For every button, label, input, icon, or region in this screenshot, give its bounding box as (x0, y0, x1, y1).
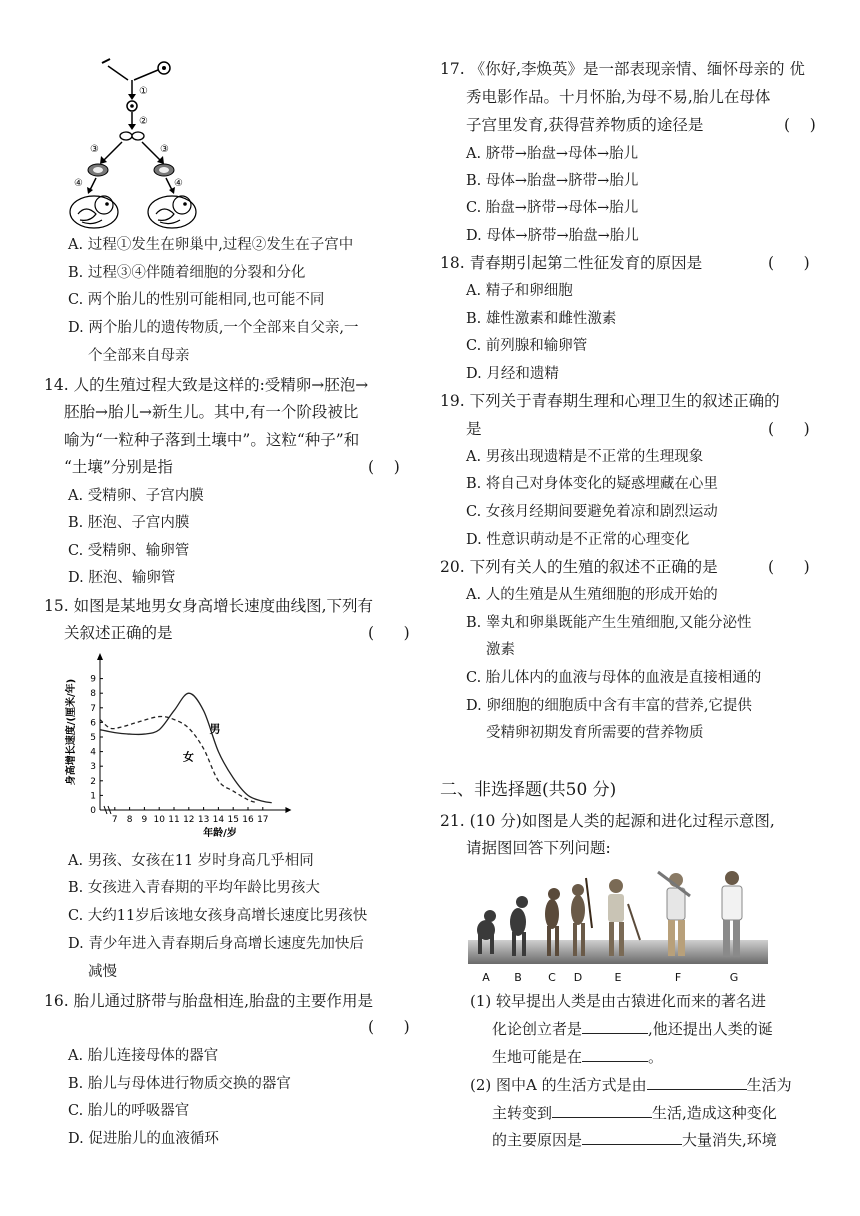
q15-option-a: A. 男孩、女孩在11 岁时身高几乎相同 (68, 853, 314, 869)
figure-label-b: B (514, 971, 522, 984)
chart-y-tick-label: 3 (90, 762, 96, 773)
chart-x-tick-label: 16 (242, 815, 254, 825)
answer-blank-former-life[interactable] (647, 1073, 747, 1090)
fetus-left-icon (70, 196, 118, 228)
chart-x-tick-label: 13 (197, 815, 210, 825)
step-3-label-right: ③ (160, 144, 169, 155)
step-4-label-right: ④ (174, 178, 183, 189)
q17-option-b: B. 母体→胎盘→脐带→胎儿 (466, 173, 639, 189)
q15-option-b: B. 女孩进入青春期的平均年龄比男孩大 (68, 880, 320, 896)
q20-option-c: C. 胎儿体内的血液与母体的血液是直接相通的 (466, 670, 762, 686)
series-line-female (100, 716, 257, 802)
q18-option-a: A. 精子和卵细胞 (466, 283, 573, 299)
q21-sub2-line2 (492, 1101, 777, 1124)
q21-sub2-line1 (470, 1073, 792, 1096)
q14-stem-1: 14. 人的生殖过程大致是这样的:受精卵→胚泡→ (44, 376, 369, 394)
step-2-label: ② (139, 116, 148, 127)
answer-blank-darwin[interactable] (582, 1017, 648, 1034)
chart-y-tick-label: 8 (90, 689, 96, 700)
q18-option-d: D. 月经和遗精 (466, 366, 559, 382)
q13-option-a: A. 过程①发生在卵巢中,过程②发生在子宫中 (68, 237, 354, 253)
q20-option-d: D. 卵细胞的细胞质中含有丰富的营养,它提供 (466, 698, 752, 714)
chart-x-tick-label: 9 (141, 815, 148, 825)
q17-stem-2: 秀电影作品。十月怀胎,为母不易,胎儿在母体 (466, 88, 771, 106)
chart-y-tick-label: 6 (90, 718, 96, 729)
q16-stem: 16. 胎儿通过脐带与胎盘相连,胎盘的主要作用是 (44, 992, 374, 1010)
chart-x-tick-label: 8 (126, 815, 133, 825)
q20-option-d-cont: 受精卵初期发育所需要的营养物质 (486, 725, 704, 741)
q17-stem-1: 17. 《你好,李焕英》是一部表现亲情、缅怀母亲的 优 (440, 60, 805, 78)
answer-blank-later-life[interactable] (552, 1101, 652, 1118)
series-label-male: 男 (209, 722, 221, 736)
q17-option-a: A. 脐带→胎盘→母体→胎儿 (466, 146, 639, 162)
chart-y-tick-label: 0 (90, 806, 96, 816)
q19-option-a: A. 男孩出现遗精是不正常的生理现象 (466, 449, 704, 465)
q16-option-d: D. 促进胎儿的血液循环 (68, 1131, 219, 1147)
step-1-label: ① (139, 86, 148, 97)
q18-option-c: C. 前列腺和输卵管 (466, 338, 588, 354)
step-3-label-left: ③ (90, 144, 99, 155)
q20-option-a: A. 人的生殖是从生殖细胞的形成开始的 (466, 587, 718, 603)
q18-answer-paren: ( ) (768, 254, 810, 272)
series-line-male (100, 693, 272, 803)
q21-sub2-text-f: 大量消失,环境 (682, 1131, 777, 1149)
q21-sub2-text-c: 主转变到 (492, 1104, 553, 1122)
q21-sub2-text-b: 生活为 (746, 1076, 792, 1094)
q16-option-b: B. 胎儿与母体进行物质交换的器官 (68, 1076, 291, 1092)
q21-sub1-text-a: 化论创立者是 (492, 1020, 583, 1038)
q20-answer-paren: ( ) (768, 558, 810, 576)
q14-stem-3: 喻为“一粒种子落到土壤中”。这粒“种子”和 (64, 431, 360, 449)
q14-option-c: C. 受精卵、输卵管 (68, 543, 190, 559)
q21-stem-2: 请据图回答下列问题: (466, 839, 611, 857)
chart-y-axis-arrow (97, 653, 103, 660)
answer-blank-birthplace[interactable] (582, 1045, 648, 1062)
q13-option-c: C. 两个胎儿的性别可能相同,也可能不同 (68, 292, 325, 308)
q21-sub1-line2 (492, 1017, 773, 1040)
chart-y-tick-label: 1 (90, 791, 96, 802)
q21-sub1-text-b: ,他还提出人类的诞 (648, 1020, 773, 1038)
figure-label-d: D (573, 971, 583, 984)
chart-x-tick-label: 12 (183, 815, 195, 825)
q13-option-b: B. 过程③④伴随着细胞的分裂和分化 (68, 265, 306, 281)
figure-label-g: G (729, 971, 739, 984)
series-label-female: 女 (182, 750, 194, 764)
q17-option-d: D. 母体→脐带→胎盘→胎儿 (466, 228, 639, 244)
chart-ylabel: 身高增长速度/(厘米/年) (66, 678, 77, 786)
q15-option-d-cont: 减慢 (88, 964, 117, 980)
q21-sub2-line3 (492, 1128, 777, 1151)
chart-x-tick-label: 10 (153, 815, 165, 825)
figure-label-e: E (614, 971, 622, 984)
chart-x-axis-arrow (285, 807, 291, 813)
q13-option-d: D. 两个胎儿的遗传物质,一个全部来自父亲,一 (68, 320, 359, 336)
q17-option-c: C. 胎盘→脐带→母体→胎儿 (466, 200, 639, 216)
section-2-heading: 二、非选择题(共50 分) (440, 780, 617, 800)
q19-option-b: B. 将自己对身体变化的疑惑埋藏在心里 (466, 476, 718, 492)
q14-option-d: D. 胚泡、输卵管 (68, 570, 176, 586)
chart-x-tick-label: 11 (168, 815, 180, 825)
q13-option-d-cont: 个全部来自母亲 (88, 348, 190, 364)
q17-stem-3: 子宫里发育,获得营养物质的途径是 (466, 116, 704, 134)
chart-y-tick-label: 2 (90, 776, 96, 787)
q14-option-a: A. 受精卵、子宫内膜 (68, 488, 204, 504)
chart-x-tick-label: 15 (227, 815, 239, 825)
q21-sub2-text-a: (2) 图中A 的生活方式是由 (470, 1076, 647, 1094)
q15-answer-paren: ( ) (368, 624, 410, 642)
height-growth-chart (60, 648, 310, 844)
chart-y-tick-label: 4 (90, 747, 96, 758)
q19-stem-2: 是 (466, 420, 482, 438)
figure-label-f: F (674, 971, 682, 984)
q21-sub2-text-d: 生活,造成这种变化 (652, 1104, 777, 1122)
q21-stem-1: 21. (10 分)如图是人类的起源和进化过程示意图, (440, 812, 775, 830)
figure-label-c: C (548, 971, 556, 984)
fetus-right-icon (148, 196, 196, 228)
chart-y-tick-label: 7 (90, 703, 96, 714)
q19-stem-1: 19. 下列关于青春期生理和心理卫生的叙述正确的 (440, 392, 780, 410)
answer-blank-cause[interactable] (582, 1128, 682, 1145)
q14-answer-paren: ( ) (368, 458, 400, 476)
q19-option-d: D. 性意识萌动是不正常的心理变化 (466, 532, 690, 548)
q20-option-b-cont: 激素 (486, 642, 515, 658)
q15-option-c: C. 大约11岁后该地女孩身高增长速度比男孩快 (68, 908, 368, 924)
q21-sub1-line1: (1) 较早提出人类是由古猿进化而来的著名进 (470, 992, 767, 1010)
q14-stem-4: “土壤”分别是指 (64, 458, 173, 476)
chart-x-tick-label: 17 (257, 815, 269, 825)
q15-option-d: D. 青少年进入青春期后身高增长速度先加快后 (68, 936, 364, 952)
q21-sub2-text-e: 的主要原因是 (492, 1131, 583, 1149)
q19-option-c: C. 女孩月经期间要避免着凉和剧烈运动 (466, 504, 718, 520)
q15-stem-2: 关叙述正确的是 (64, 624, 173, 642)
q21-sub1-text-c: 生地可能是在 (492, 1048, 583, 1066)
chart-x-tick-label: 14 (212, 815, 225, 825)
q19-answer-paren: ( ) (768, 420, 810, 438)
q21-sub1-line3 (492, 1045, 663, 1068)
step-4-label-left: ④ (74, 178, 83, 189)
chart-x-tick-label: 7 (111, 815, 118, 825)
q16-answer-paren: ( ) (368, 1018, 410, 1036)
chart-y-tick-label: 9 (90, 674, 96, 685)
q20-option-b: B. 睾丸和卵巢既能产生生殖细胞,又能分泌性 (466, 615, 752, 631)
chart-xlabel: 年龄/岁 (203, 828, 237, 839)
q21-sub1-text-d: 。 (648, 1048, 664, 1066)
q18-option-b: B. 雄性激素和雌性激素 (466, 311, 617, 327)
q14-option-b: B. 胚泡、子宫内膜 (68, 515, 190, 531)
twin-development-diagram (60, 52, 230, 232)
q18-stem: 18. 青春期引起第二性征发育的原因是 (440, 254, 703, 272)
figure-label-a: A (482, 971, 490, 984)
q14-stem-2: 胚胎→胎儿→新生儿。其中,有一个阶段被比 (64, 403, 359, 421)
q16-option-a: A. 胎儿连接母体的器官 (68, 1048, 219, 1064)
human-evolution-figure (468, 868, 768, 986)
chart-y-tick-label: 5 (90, 733, 96, 743)
q20-stem: 20. 下列有关人的生殖的叙述不正确的是 (440, 558, 718, 576)
q15-stem-1: 15. 如图是某地男女身高增长速度曲线图,下列有 (44, 597, 374, 615)
q16-option-c: C. 胎儿的呼吸器官 (68, 1103, 190, 1119)
q17-answer-paren: ( ) (784, 116, 816, 134)
